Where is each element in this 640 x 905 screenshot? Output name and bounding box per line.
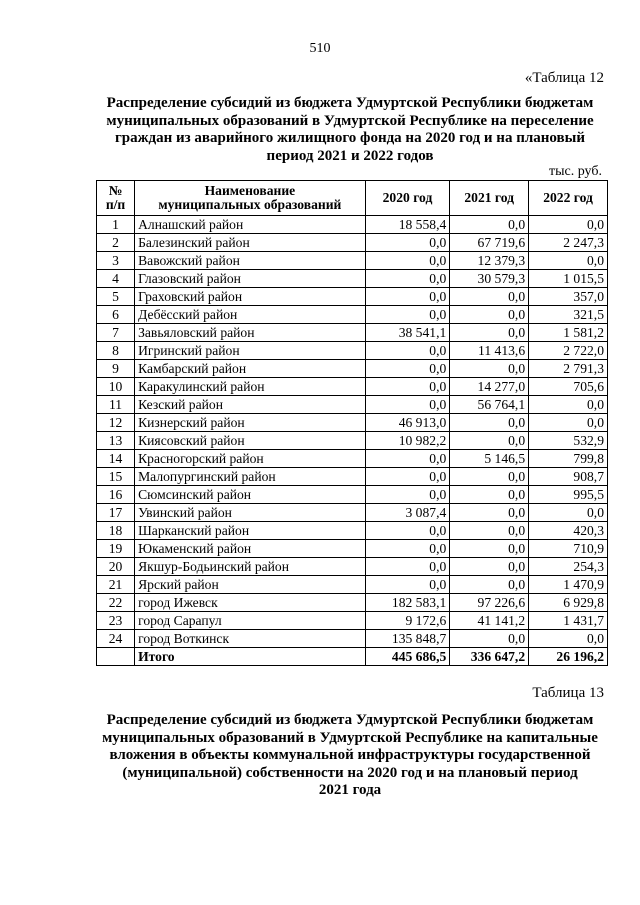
table-row <box>97 630 608 648</box>
table-12-label: «Таблица 12 <box>524 70 604 86</box>
header-num <box>97 181 135 216</box>
municipality-name: Якшур-Бодьинский район <box>135 558 366 576</box>
value-2020: 135 848,7 <box>365 630 450 648</box>
table-row <box>97 360 608 378</box>
row-number: 19 <box>97 540 135 558</box>
value-2021: 0,0 <box>450 360 529 378</box>
municipality-name: Вавожский район <box>135 252 366 270</box>
value-2021: 0,0 <box>450 630 529 648</box>
row-number: 1 <box>97 216 135 234</box>
row-number: 6 <box>97 306 135 324</box>
table-row <box>97 396 608 414</box>
value-2021: 12 379,3 <box>450 252 529 270</box>
value-2022: 6 929,8 <box>529 594 608 612</box>
table-12-title-line: граждан из аварийного жилищного фонда на 2020 год и на плановый <box>115 130 585 146</box>
table-row <box>97 504 608 522</box>
municipality-name: Киясовский район <box>135 432 366 450</box>
value-2021: 0,0 <box>450 432 529 450</box>
value-2022: 0,0 <box>529 504 608 522</box>
row-number: 2 <box>97 234 135 252</box>
table-row <box>97 378 608 396</box>
municipality-name: Шарканский район <box>135 522 366 540</box>
municipality-name: Алнашский район <box>135 216 366 234</box>
value-2022: 2 791,3 <box>529 360 608 378</box>
value-2020: 10 982,2 <box>365 432 450 450</box>
page-number: 510 <box>309 41 331 56</box>
value-2022: 0,0 <box>529 252 608 270</box>
row-number: 13 <box>97 432 135 450</box>
table-row <box>97 414 608 432</box>
municipality-name: Малопургинский район <box>135 468 366 486</box>
table-row <box>97 540 608 558</box>
row-number: 5 <box>97 288 135 306</box>
row-number: 9 <box>97 360 135 378</box>
value-2020: 38 541,1 <box>365 324 450 342</box>
table-row <box>97 612 608 630</box>
value-2020: 0,0 <box>365 360 450 378</box>
value-2021: 56 764,1 <box>450 396 529 414</box>
table-header-row <box>97 181 608 216</box>
header-name <box>135 181 366 216</box>
table-12-title-line: период 2021 и 2022 годов <box>266 147 434 164</box>
value-2022: 532,9 <box>529 432 608 450</box>
table-row <box>97 558 608 576</box>
value-2021: 5 146,5 <box>450 450 529 468</box>
municipality-name: город Сарапул <box>135 612 366 630</box>
value-2022: 799,8 <box>529 450 608 468</box>
row-number: 15 <box>97 468 135 486</box>
row-number: 10 <box>97 378 135 396</box>
municipality-name: Каракулинский район <box>135 378 366 396</box>
value-2020: 0,0 <box>365 522 450 540</box>
value-2022: 1 015,5 <box>529 270 608 288</box>
row-number: 18 <box>97 522 135 540</box>
table-row <box>97 594 608 612</box>
value-2020: 0,0 <box>365 306 450 324</box>
table-12-title <box>90 95 610 165</box>
value-2020: 18 558,4 <box>365 216 450 234</box>
value-2021: 0,0 <box>450 486 529 504</box>
value-2021: 0,0 <box>450 504 529 522</box>
total-2021: 336 647,2 <box>450 648 529 666</box>
municipality-name: Глазовский район <box>135 270 366 288</box>
table-13-title-line: муниципальных образований в Удмуртской Республике на капитальные <box>102 729 598 746</box>
value-2020: 46 913,0 <box>365 414 450 432</box>
value-2020: 0,0 <box>365 450 450 468</box>
value-2021: 0,0 <box>450 216 529 234</box>
row-number: 22 <box>97 594 135 612</box>
header-num-line2: п/п <box>105 197 126 212</box>
table-row <box>97 270 608 288</box>
table-13-label: Таблица 13 <box>532 685 604 701</box>
municipality-name: Дебёсский район <box>135 306 366 324</box>
value-2022: 254,3 <box>529 558 608 576</box>
header-num-line1: № <box>108 183 123 198</box>
value-2020: 0,0 <box>365 342 450 360</box>
table-13-title-line: вложения в объекты коммунальной инфраструктуры государственной <box>109 747 591 763</box>
value-2022: 995,5 <box>529 486 608 504</box>
value-2022: 321,5 <box>529 306 608 324</box>
row-number: 8 <box>97 342 135 360</box>
value-2021: 41 141,2 <box>450 612 529 630</box>
value-2022: 2 722,0 <box>529 342 608 360</box>
table-row <box>97 576 608 594</box>
value-2022: 2 247,3 <box>529 234 608 252</box>
municipality-name: Балезинский район <box>135 234 366 252</box>
value-2021: 0,0 <box>450 468 529 486</box>
municipality-name: Игринский район <box>135 342 366 360</box>
value-2022: 1 431,7 <box>529 612 608 630</box>
row-number: 4 <box>97 270 135 288</box>
total-row <box>97 648 608 666</box>
municipality-name: город Ижевск <box>135 594 366 612</box>
table-12-title-line: Распределение субсидий из бюджета Удмуртской Республики бюджетам <box>106 95 594 111</box>
subsidy-table <box>96 180 608 666</box>
row-number: 20 <box>97 558 135 576</box>
municipality-name: Камбарский район <box>135 360 366 378</box>
value-2022: 357,0 <box>529 288 608 306</box>
row-number: 21 <box>97 576 135 594</box>
total-2020: 445 686,5 <box>365 648 450 666</box>
row-number: 12 <box>97 414 135 432</box>
table-row <box>97 342 608 360</box>
header-name-line2: муниципальных образований <box>158 197 342 212</box>
row-number: 14 <box>97 450 135 468</box>
value-2020: 0,0 <box>365 486 450 504</box>
municipality-name: Кезский район <box>135 396 366 414</box>
value-2020: 0,0 <box>365 288 450 306</box>
table-body <box>97 216 608 648</box>
table-row <box>97 450 608 468</box>
value-2021: 11 413,6 <box>450 342 529 360</box>
value-2020: 0,0 <box>365 468 450 486</box>
row-number: 11 <box>97 396 135 414</box>
value-2021: 30 579,3 <box>450 270 529 288</box>
municipality-name: город Воткинск <box>135 630 366 648</box>
value-2020: 0,0 <box>365 234 450 252</box>
table-row <box>97 432 608 450</box>
table-13-title-line: Распределение субсидий из бюджета Удмуртской Республики бюджетам <box>106 712 594 728</box>
municipality-name: Завьяловский район <box>135 324 366 342</box>
value-2020: 9 172,6 <box>365 612 450 630</box>
header-2020: 2020 год <box>365 181 450 216</box>
row-number: 3 <box>97 252 135 270</box>
value-2021: 14 277,0 <box>450 378 529 396</box>
value-2021: 97 226,6 <box>450 594 529 612</box>
value-2021: 0,0 <box>450 306 529 324</box>
table-row <box>97 306 608 324</box>
table-row <box>97 468 608 486</box>
row-number: 24 <box>97 630 135 648</box>
value-2020: 0,0 <box>365 396 450 414</box>
table-row <box>97 486 608 504</box>
value-2022: 908,7 <box>529 468 608 486</box>
value-2022: 0,0 <box>529 630 608 648</box>
table-row <box>97 288 608 306</box>
row-number: 7 <box>97 324 135 342</box>
value-2021: 0,0 <box>450 522 529 540</box>
value-2021: 0,0 <box>450 414 529 432</box>
value-2020: 0,0 <box>365 558 450 576</box>
municipality-name: Граховский район <box>135 288 366 306</box>
value-2022: 705,6 <box>529 378 608 396</box>
municipality-name: Красногорский район <box>135 450 366 468</box>
header-name-line1: Наименование <box>204 183 296 198</box>
value-2020: 3 087,4 <box>365 504 450 522</box>
value-2022: 1 581,2 <box>529 324 608 342</box>
table-row <box>97 522 608 540</box>
table-13-title-line: (муниципальной) собственности на 2020 год и на плановый период <box>122 764 578 781</box>
municipality-name: Юкаменский район <box>135 540 366 558</box>
total-num-cell <box>97 648 135 666</box>
value-2020: 0,0 <box>365 576 450 594</box>
value-2022: 0,0 <box>529 216 608 234</box>
municipality-name: Ярский район <box>135 576 366 594</box>
table-13-title <box>90 712 610 800</box>
value-2021: 0,0 <box>450 576 529 594</box>
value-2021: 0,0 <box>450 540 529 558</box>
municipality-name: Сюмсинский район <box>135 486 366 504</box>
row-number: 23 <box>97 612 135 630</box>
value-2022: 0,0 <box>529 414 608 432</box>
value-2022: 0,0 <box>529 396 608 414</box>
value-2021: 67 719,6 <box>450 234 529 252</box>
municipality-name: Кизнерский район <box>135 414 366 432</box>
value-2020: 0,0 <box>365 270 450 288</box>
value-2020: 0,0 <box>365 540 450 558</box>
row-number: 17 <box>97 504 135 522</box>
table-row <box>97 252 608 270</box>
table-row <box>97 216 608 234</box>
total-label: Итого <box>135 648 366 666</box>
value-2022: 420,3 <box>529 522 608 540</box>
units-label: тыс. руб. <box>549 164 602 179</box>
header-2021: 2021 год <box>450 181 529 216</box>
table-row <box>97 324 608 342</box>
value-2021: 0,0 <box>450 324 529 342</box>
value-2020: 0,0 <box>365 252 450 270</box>
value-2021: 0,0 <box>450 288 529 306</box>
value-2021: 0,0 <box>450 558 529 576</box>
total-2022: 26 196,2 <box>529 648 608 666</box>
header-2022: 2022 год <box>529 181 608 216</box>
table-row <box>97 234 608 252</box>
value-2020: 182 583,1 <box>365 594 450 612</box>
value-2022: 710,9 <box>529 540 608 558</box>
row-number: 16 <box>97 486 135 504</box>
value-2020: 0,0 <box>365 378 450 396</box>
table-12-title-line: муниципальных образований в Удмуртской Республике на переселение <box>106 112 594 129</box>
value-2022: 1 470,9 <box>529 576 608 594</box>
table-13-title-line: 2021 года <box>318 782 382 798</box>
municipality-name: Увинский район <box>135 504 366 522</box>
